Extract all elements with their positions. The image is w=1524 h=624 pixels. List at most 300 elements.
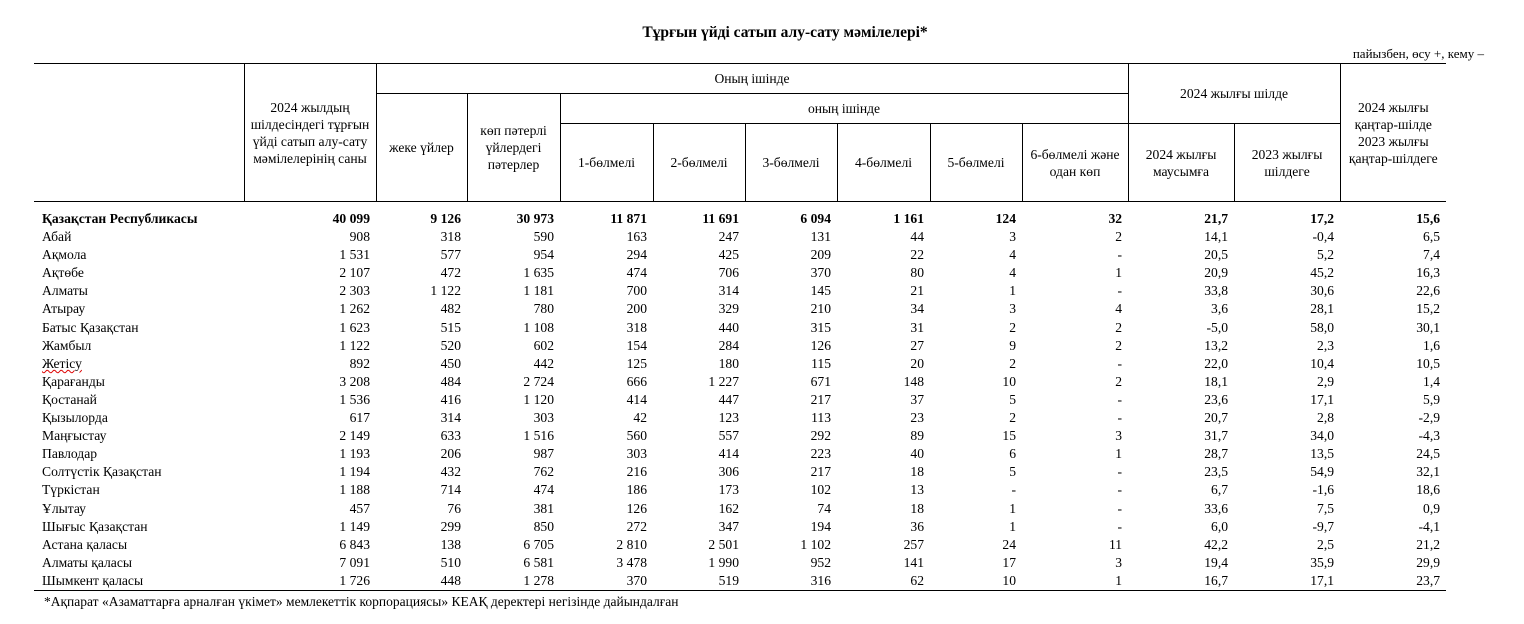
cell-name: Ақмола: [42, 247, 87, 263]
cell-ytd: 22,6: [1416, 283, 1441, 299]
cell-yoy: 17,2: [1310, 211, 1335, 226]
cell-name: Алматы қаласы: [42, 554, 133, 570]
cell-r6: 11: [1108, 536, 1123, 552]
cell-ytd: 15,6: [1416, 211, 1441, 226]
cell-ytd: 29,9: [1416, 554, 1441, 570]
cell-mom: 33,6: [1204, 500, 1229, 516]
cell-r3: 370: [810, 265, 831, 281]
cell-r6: -: [1117, 410, 1123, 426]
table-row: [34, 427, 1446, 445]
cell-r1: 216: [626, 464, 647, 480]
cell-yoy: 2,9: [1317, 373, 1335, 389]
cell-r4: 21: [910, 283, 924, 299]
cell-houses: 472: [440, 265, 461, 281]
cell-r1: 126: [626, 500, 647, 516]
cell-r4: 22: [910, 247, 924, 263]
cell-name: Жамбыл: [42, 337, 92, 353]
cell-r3: 316: [745, 572, 837, 591]
cell-name: Атырау: [42, 301, 86, 317]
cell-r5: 9: [1009, 337, 1016, 353]
header-region: [34, 64, 244, 202]
cell-houses: 318: [440, 229, 461, 245]
cell-mom: 6,7: [1211, 482, 1229, 498]
cell-r4: 18: [910, 464, 924, 480]
cell-r6: -: [1117, 500, 1123, 516]
cell-houses: 1 122: [430, 283, 461, 299]
cell-r6: -: [1117, 518, 1123, 534]
cell-r3: 145: [810, 283, 831, 299]
cell-total: 1 262: [339, 301, 370, 317]
cell-houses: 510: [440, 554, 461, 570]
cell-r1: 163: [626, 229, 647, 245]
cell-name: Қазақстан Республикасы: [42, 211, 198, 226]
cell-r3: 671: [810, 373, 831, 389]
cell-total: 457: [349, 500, 370, 516]
table-row: [34, 264, 1446, 282]
cell-mom: 20,5: [1204, 247, 1229, 263]
cell-name: Маңғыстау: [42, 428, 107, 444]
spacer-row: [34, 202, 1446, 211]
cell-mom: 22,0: [1204, 355, 1229, 371]
cell-r2: 414: [718, 446, 739, 462]
cell-r3: 223: [810, 446, 831, 462]
cell-r6: -: [1117, 482, 1123, 498]
cell-name: Ұлытау: [42, 500, 86, 516]
cell-houses: 577: [440, 247, 461, 263]
header-room4: 4-бөлмелі: [837, 124, 930, 202]
cell-r4: 36: [910, 518, 924, 534]
table-row: [34, 391, 1446, 409]
spacer-cell: [34, 202, 1446, 211]
cell-yoy: 7,5: [1317, 500, 1335, 516]
cell-houses: 515: [440, 319, 461, 335]
cell-total: 2 107: [339, 265, 370, 281]
cell-r6: 4: [1115, 301, 1123, 317]
cell-r1: 700: [626, 283, 647, 299]
cell-r2: 11 691: [702, 211, 739, 226]
cell-mom: 20,9: [1204, 265, 1229, 281]
cell-name: Солтүстік Қазақстан: [42, 464, 162, 480]
cell-name: Қарағанды: [42, 373, 105, 389]
table-row: [34, 500, 1446, 518]
header-vs-july-2023: 2023 жылғы шілдеге: [1234, 124, 1340, 202]
cell-r1: 272: [626, 518, 647, 534]
header-of-which-rooms: оның ішінде: [560, 94, 1128, 124]
cell-apts: 6 581: [523, 554, 554, 570]
cell-apts: 1 108: [523, 319, 554, 335]
cell-apts: 987: [533, 446, 554, 462]
cell-name: Ақтөбе: [42, 265, 84, 281]
cell-yoy: 10,4: [1310, 355, 1335, 371]
cell-houses: 416: [440, 391, 461, 407]
cell-r1: 11 871: [610, 211, 647, 226]
cell-total: 1 531: [339, 247, 370, 263]
cell-r4: 23: [910, 410, 924, 426]
cell-r6: 3: [1115, 554, 1123, 570]
cell-ytd: 7,4: [1423, 247, 1441, 263]
cell-r1: 186: [626, 482, 647, 498]
cell-r4: 20: [910, 355, 924, 371]
header-room2: 2-бөлмелі: [653, 124, 745, 202]
cell-r3: 952: [810, 554, 831, 570]
cell-r1: 2 810: [616, 536, 647, 552]
cell-r5: 1: [1009, 518, 1016, 534]
cell-r5: 2: [1009, 410, 1016, 426]
cell-r2: 440: [718, 319, 739, 335]
cell-total: 908: [349, 229, 370, 245]
cell-r1: 42: [633, 410, 647, 426]
table-row: [34, 481, 1446, 499]
cell-r1: 370: [560, 572, 653, 591]
cell-ytd: 18,6: [1416, 482, 1441, 498]
cell-name: Павлодар: [42, 446, 98, 462]
footnote: *Ақпарат «Азаматтарға арналған үкімет» мемлекеттік корпорациясы» КЕАҚ деректері негізінде дайындалған: [44, 594, 679, 609]
cell-ytd: 23,7: [1340, 572, 1446, 591]
table-row: [34, 300, 1446, 318]
cell-yoy: 5,2: [1317, 247, 1335, 263]
cell-r2: 1 990: [708, 554, 739, 570]
table-row-total: [34, 210, 1446, 228]
cell-r5: 5: [1009, 391, 1016, 407]
cell-r1: 200: [626, 301, 647, 317]
cell-r1: 474: [626, 265, 647, 281]
cell-r5: -: [1011, 482, 1016, 498]
cell-apts: 442: [533, 355, 554, 371]
table-row: [34, 246, 1446, 264]
header-total-deals: 2024 жылдың шілдесіндегі тұрғын үйді сатып алу-сату мәмілелерінің саны: [244, 64, 376, 202]
cell-r2: 329: [718, 301, 739, 317]
cell-yoy: 54,9: [1310, 464, 1335, 480]
cell-r3: 131: [810, 229, 831, 245]
cell-r4: 18: [910, 500, 924, 516]
cell-yoy: 2,8: [1317, 410, 1335, 426]
cell-name: Қызылорда: [42, 410, 108, 426]
cell-apts: 1 635: [523, 265, 554, 281]
cell-mom: 20,7: [1204, 410, 1229, 426]
cell-r5: 10: [1002, 373, 1016, 389]
table-row: [34, 282, 1446, 300]
cell-r6: -: [1117, 247, 1123, 263]
cell-mom: 3,6: [1211, 301, 1229, 317]
cell-r3: 115: [811, 355, 831, 371]
cell-r3: 126: [810, 337, 831, 353]
cell-r2: 180: [718, 355, 739, 371]
cell-ytd: -4,3: [1418, 428, 1441, 444]
header-july-2024: 2024 жылғы шілде: [1128, 64, 1340, 124]
cell-yoy: 13,5: [1310, 446, 1335, 462]
cell-mom: 19,4: [1204, 554, 1229, 570]
cell-r4: 13: [910, 482, 924, 498]
cell-mom: -5,0: [1206, 319, 1229, 335]
cell-r2: 2 501: [708, 536, 739, 552]
cell-mom: 6,0: [1211, 518, 1229, 534]
housing-deals-table: [34, 63, 1446, 591]
cell-r1: 3 478: [616, 554, 647, 570]
cell-r5: 1: [1009, 500, 1016, 516]
cell-yoy: 28,1: [1310, 301, 1335, 317]
cell-houses: 448: [376, 572, 467, 591]
header-room5: 5-бөлмелі: [930, 124, 1022, 202]
cell-r1: 294: [626, 247, 647, 263]
header-room6: 6-бөлмелі және одан көп: [1022, 124, 1128, 202]
cell-r5: 2: [1009, 319, 1016, 335]
cell-yoy: -9,7: [1312, 518, 1335, 534]
cell-yoy: -0,4: [1312, 229, 1335, 245]
cell-mom: 42,2: [1204, 536, 1229, 552]
cell-r6: -: [1117, 355, 1123, 371]
cell-r3: 113: [811, 410, 831, 426]
table-row: [34, 554, 1446, 572]
cell-ytd: 24,5: [1416, 446, 1441, 462]
cell-houses: 299: [440, 518, 461, 534]
cell-houses: 482: [440, 301, 461, 317]
cell-total: 6 843: [339, 536, 370, 552]
table-row: [34, 518, 1446, 536]
cell-houses: 9 126: [430, 211, 461, 226]
cell-mom: 31,7: [1204, 428, 1229, 444]
cell-name: Астана қаласы: [42, 536, 128, 552]
cell-apts: 780: [533, 301, 554, 317]
cell-r2: 425: [718, 247, 739, 263]
cell-r4: 34: [910, 301, 924, 317]
cell-total: 3 208: [339, 373, 370, 389]
cell-apts: 762: [533, 464, 554, 480]
header-room3: 3-бөлмелі: [745, 124, 837, 202]
cell-houses: 714: [440, 482, 461, 498]
cell-yoy: -1,6: [1312, 482, 1335, 498]
cell-r5: 4: [1009, 247, 1016, 263]
cell-apts: 474: [533, 482, 554, 498]
cell-r4: 31: [910, 319, 924, 335]
table-row: [34, 536, 1446, 554]
cell-r5: 24: [1002, 536, 1016, 552]
cell-houses: 450: [440, 355, 461, 371]
cell-mom: 23,6: [1204, 391, 1229, 407]
cell-apts: 381: [533, 500, 554, 516]
cell-r3: 1 102: [800, 536, 831, 552]
cell-r4: 37: [910, 391, 924, 407]
cell-yoy: 34,0: [1310, 428, 1335, 444]
cell-apts: 850: [533, 518, 554, 534]
cell-r6: 2: [1115, 337, 1123, 353]
cell-total: 1 149: [339, 518, 370, 534]
table-row: [34, 445, 1446, 463]
table-row: [34, 228, 1446, 246]
cell-ytd: 6,5: [1423, 229, 1441, 245]
cell-r1: 125: [626, 355, 647, 371]
cell-houses: 484: [440, 373, 461, 389]
cell-name: Қостанай: [42, 391, 97, 407]
cell-r6: 2: [1115, 319, 1123, 335]
cell-r3: 6 094: [800, 211, 831, 226]
cell-r2: 173: [718, 482, 739, 498]
cell-ytd: -4,1: [1418, 518, 1441, 534]
cell-r1: 666: [626, 373, 647, 389]
cell-total: 2 303: [339, 283, 370, 299]
cell-houses: 76: [447, 500, 461, 516]
cell-r5: 3: [1009, 301, 1016, 317]
cell-yoy: 2,3: [1317, 337, 1335, 353]
cell-r2: 347: [718, 518, 739, 534]
cell-r3: 315: [810, 319, 831, 335]
cell-ytd: 30,1: [1416, 319, 1441, 335]
cell-mom: 13,2: [1204, 337, 1229, 353]
cell-r6: 32: [1108, 211, 1123, 226]
cell-r5: 15: [1002, 428, 1016, 444]
cell-houses: 206: [440, 446, 461, 462]
table-row: [34, 463, 1446, 481]
cell-apts: 1 278: [467, 572, 560, 591]
cell-yoy: 17,1: [1310, 391, 1335, 407]
cell-r2: 162: [718, 500, 739, 516]
cell-r2: 306: [718, 464, 739, 480]
cell-r6: 1: [1115, 265, 1123, 281]
cell-r3: 194: [810, 518, 831, 534]
cell-total: 7 091: [339, 554, 370, 570]
header-of-which: Оның ішінде: [376, 64, 1128, 94]
cell-r6: -: [1117, 464, 1123, 480]
cell-total: 1 122: [339, 337, 370, 353]
cell-r5: 1: [1009, 283, 1016, 299]
cell-ytd: 16,3: [1416, 265, 1441, 281]
cell-r2: 1 227: [708, 373, 739, 389]
cell-yoy: 30,6: [1310, 283, 1335, 299]
cell-ytd: 0,9: [1423, 500, 1441, 516]
header-private-houses: жеке үйлер: [376, 94, 467, 202]
cell-mom: 28,7: [1204, 446, 1229, 462]
cell-r4: 1 161: [893, 211, 924, 226]
cell-mom: 18,1: [1204, 373, 1229, 389]
cell-r6: 2: [1115, 373, 1123, 389]
cell-r2: 706: [718, 265, 739, 281]
cell-r2: 247: [718, 229, 739, 245]
cell-r3: 292: [810, 428, 831, 444]
cell-total: 40 099: [332, 211, 370, 226]
cell-name: Батыс Қазақстан: [42, 319, 139, 335]
table-row: [34, 355, 1446, 373]
cell-r6: -: [1117, 283, 1123, 299]
cell-name: Алматы: [42, 283, 88, 299]
table-row: [34, 409, 1446, 427]
cell-mom: 21,7: [1204, 211, 1229, 226]
cell-r4: 62: [837, 572, 930, 591]
cell-total: 1 188: [339, 482, 370, 498]
cell-r6: 1: [1115, 446, 1123, 462]
page-title: Тұрғын үйді сатып алу-сату мәмілелері*: [642, 24, 928, 41]
unit-note: пайызбен, өсу +, кему –: [1352, 46, 1484, 61]
cell-name: Түркістан: [42, 482, 100, 498]
cell-r4: 141: [903, 554, 924, 570]
cell-r3: 210: [810, 301, 831, 317]
cell-mom: 23,5: [1204, 464, 1229, 480]
cell-r4: 257: [903, 536, 924, 552]
cell-r6: 2: [1115, 229, 1123, 245]
cell-ytd: 5,9: [1423, 391, 1441, 407]
cell-yoy: 17,1: [1234, 572, 1340, 591]
table-row: [34, 337, 1446, 355]
cell-mom: 16,7: [1128, 572, 1234, 591]
cell-r6: 1: [1022, 572, 1128, 591]
cell-ytd: 21,2: [1416, 536, 1441, 552]
table-body: [34, 202, 1446, 591]
cell-mom: 33,8: [1204, 283, 1229, 299]
cell-ytd: 10,5: [1416, 355, 1441, 371]
cell-name: Шығыс Қазақстан: [42, 518, 148, 534]
cell-apts: 303: [533, 410, 554, 426]
cell-r3: 74: [817, 500, 831, 516]
cell-apts: 1 120: [523, 391, 554, 407]
cell-houses: 520: [440, 337, 461, 353]
cell-r3: 102: [810, 482, 831, 498]
cell-r2: 284: [718, 337, 739, 353]
cell-r2: 447: [718, 391, 739, 407]
cell-apts: 590: [533, 229, 554, 245]
cell-r5: 3: [1009, 229, 1016, 245]
cell-r5: 17: [1002, 554, 1016, 570]
cell-apts: 2 724: [523, 373, 554, 389]
cell-houses: 432: [440, 464, 461, 480]
cell-apts: 1 181: [523, 283, 554, 299]
table-row: [34, 319, 1446, 337]
cell-r1: 560: [626, 428, 647, 444]
cell-r2: 123: [718, 410, 739, 426]
cell-houses: 314: [440, 410, 461, 426]
cell-r3: 217: [810, 464, 831, 480]
header-apartments: көп пәтерлі үйлердегі пәтерлер: [467, 94, 560, 202]
cell-yoy: 45,2: [1310, 265, 1335, 281]
cell-r5: 4: [1009, 265, 1016, 281]
cell-r5: 2: [1009, 355, 1016, 371]
cell-r6: -: [1117, 391, 1123, 407]
cell-r4: 148: [903, 373, 924, 389]
cell-total: 617: [349, 410, 370, 426]
cell-r1: 318: [626, 319, 647, 335]
cell-r5: 10: [930, 572, 1022, 591]
cell-apts: 6 705: [523, 536, 554, 552]
cell-name: Шымкент қаласы: [34, 572, 244, 591]
cell-name: Абай: [42, 229, 72, 245]
cell-yoy: 58,0: [1310, 319, 1335, 335]
header-vs-june-2024: 2024 жылғы маусымға: [1128, 124, 1234, 202]
cell-r3: 217: [810, 391, 831, 407]
cell-ytd: 15,2: [1416, 301, 1441, 317]
cell-total: 2 149: [339, 428, 370, 444]
cell-name: Жетісу: [42, 355, 82, 371]
cell-total: 892: [349, 355, 370, 371]
cell-r1: 154: [626, 337, 647, 353]
cell-r1: 414: [626, 391, 647, 407]
cell-r3: 209: [810, 247, 831, 263]
cell-ytd: 1,4: [1423, 373, 1441, 389]
cell-total: 1 536: [339, 391, 370, 407]
cell-yoy: 35,9: [1310, 554, 1335, 570]
cell-r4: 40: [910, 446, 924, 462]
cell-total: 1 193: [339, 446, 370, 462]
cell-r2: 519: [653, 572, 745, 591]
cell-apts: 954: [533, 247, 554, 263]
table-row: [34, 572, 1446, 591]
cell-ytd: 32,1: [1416, 464, 1441, 480]
cell-mom: 14,1: [1204, 229, 1229, 245]
cell-r4: 89: [910, 428, 924, 444]
table-row: [34, 373, 1446, 391]
cell-apts: 1 516: [523, 428, 554, 444]
cell-houses: 633: [440, 428, 461, 444]
cell-r5: 124: [995, 211, 1016, 226]
cell-r4: 44: [910, 229, 924, 245]
cell-r2: 557: [718, 428, 739, 444]
cell-r1: 303: [626, 446, 647, 462]
